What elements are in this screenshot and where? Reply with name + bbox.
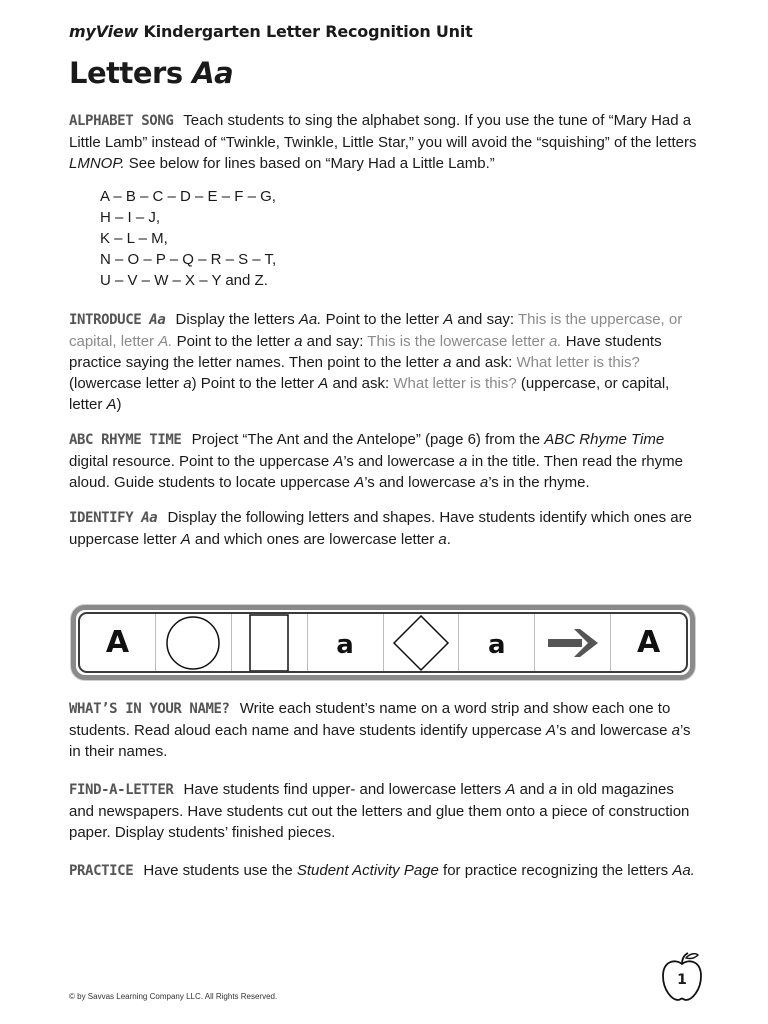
strip-cell-lowercase-a [308, 614, 384, 671]
spoken-text: a. [549, 333, 562, 350]
text: Have students use the [143, 862, 297, 879]
spoken-text: What letter is this? [393, 375, 517, 392]
text: A [505, 781, 516, 798]
text: Point to the letter [321, 311, 444, 328]
text: A [354, 474, 365, 491]
song-lines [100, 186, 699, 291]
text: . [446, 531, 451, 548]
song-line: H – I – J, [100, 209, 161, 226]
text: and [515, 781, 549, 798]
text: a [294, 333, 303, 350]
strip-cell-lowercase-a [459, 614, 535, 671]
section-practice [69, 860, 699, 882]
title-text: Letters [69, 56, 193, 90]
text: ABC Rhyme Time [544, 431, 665, 448]
text: A [443, 311, 454, 328]
letter-uppercase: A [105, 625, 130, 660]
text: Point to the letter [172, 333, 295, 350]
spoken-text: What letter is this? [516, 354, 640, 371]
page-title [69, 56, 699, 90]
text: digital resource. Point to the uppercase [69, 453, 334, 470]
section-introduce [69, 309, 699, 415]
spoken-text: This is the uppercase, or capital, letter [69, 311, 683, 350]
strip-cell-diamond [384, 614, 460, 671]
section-label [69, 312, 165, 328]
text: ) Point to the letter [191, 375, 319, 392]
text: in the title. Then read the rhyme aloud. Guide students to locate uppercase [69, 453, 683, 491]
section-text: Teach students to sing the alphabet song. If you use the tune of “Mary Had a Little Lamb” instead of “Twinkle, Twinkle, Little Star,” you will avoid the “squishing” of the letters [69, 112, 697, 151]
text: (uppercase, or capital, letter [69, 375, 670, 413]
text: a [548, 781, 558, 798]
copyright-footer: © by Savvas Learning Company LLC. All Rights Reserved. [69, 992, 278, 1001]
section-label: FIND-A-LETTER [69, 782, 174, 798]
text: ’s and lowercase [364, 474, 480, 491]
page-content-lower [69, 698, 699, 882]
text: and ask: [328, 375, 394, 392]
text: ’s in their names. [69, 722, 691, 760]
section-whats-in-your-name [69, 698, 699, 762]
strip-cell-uppercase-a [611, 614, 686, 671]
label-letters: Aa [149, 312, 166, 328]
song-line: N – O – P – Q – R – S – T, [100, 251, 277, 268]
label-text: IDENTIFY [69, 510, 134, 526]
text: A [106, 396, 117, 413]
section-alphabet-song [69, 110, 699, 174]
text: Student Activity Page [296, 862, 439, 879]
spoken-text: This is the lowercase letter [367, 333, 550, 350]
label-letters: Aa [141, 510, 158, 526]
song-line: U – V – W – X – Y and Z. [100, 272, 268, 289]
unit-name: Kindergarten Letter Recognition Unit [138, 22, 473, 41]
text: and which ones are lowercase letter [190, 531, 439, 548]
text: Display the following letters and shapes. Have students identify which ones are uppercase letter [69, 509, 692, 548]
spoken-text: A. [158, 333, 173, 350]
text: ’s in the rhyme. [488, 474, 590, 491]
section-text: LMNOP. [69, 155, 125, 172]
strip-cell-uppercase-a [80, 614, 156, 671]
circle-shape [164, 614, 222, 672]
text: ) [116, 396, 122, 413]
text: for practice recognizing the letters [438, 862, 673, 879]
letter-lowercase: a [488, 629, 506, 660]
text: and ask: [451, 354, 517, 371]
section-find-a-letter [69, 779, 699, 843]
page-number-badge [660, 950, 704, 1004]
strip-cell-circle [156, 614, 232, 671]
section-text: See below for lines based on “Mary Had a Little Lamb.” [124, 155, 495, 172]
section-label: WHAT’S IN YOUR NAME? [69, 701, 230, 717]
text: ’s and lowercase [343, 453, 459, 470]
text: A [546, 722, 557, 739]
letter-lowercase: a [336, 629, 354, 660]
text: Have students practice saying the letter names. Then point to the letter [69, 333, 662, 371]
text: Project “The Ant and the Antelope” (page 6) from the [191, 431, 545, 448]
text: A [318, 375, 329, 392]
text: in old magazines and newspapers. Have students cut out the letters and glue them onto a piece of construction paper. Display students’ finished pieces. [69, 781, 690, 841]
text: a [438, 531, 447, 548]
text: A [180, 531, 191, 548]
text: a [458, 453, 468, 470]
strip-cell-rectangle [232, 614, 308, 671]
song-line: A – B – C – D – E – F – G, [100, 188, 276, 205]
text: ’s and lowercase [556, 722, 672, 739]
section-label: PRACTICE [69, 863, 134, 879]
section-label [69, 510, 157, 526]
page-number: 1 [677, 972, 687, 988]
text: a [443, 354, 452, 371]
strip-cells [78, 612, 688, 673]
unit-title [69, 20, 699, 44]
text: A [333, 453, 344, 470]
diamond-shape [392, 614, 450, 672]
text: Have students find upper- and lowercase letters [183, 781, 506, 798]
text: and say: [453, 311, 518, 328]
title-letters: Aa [192, 56, 234, 90]
section-label: ALPHABET SONG [69, 113, 174, 129]
text: and say: [302, 333, 368, 350]
page-content [69, 20, 699, 550]
arrow-right-icon [546, 626, 600, 660]
text: Display the letters [175, 311, 299, 328]
text: a [183, 375, 192, 392]
label-text: INTRODUCE [69, 312, 142, 328]
brand-name: myView [69, 22, 139, 41]
text: (lowercase letter [69, 375, 184, 392]
song-line: K – L – M, [100, 230, 168, 247]
text: Aa. [672, 862, 695, 879]
letter-uppercase: A [636, 625, 661, 660]
section-rhyme-time [69, 429, 699, 493]
rectangle-shape [248, 613, 290, 673]
identify-strip [71, 605, 695, 680]
text: Write each student’s name on a word strip and show each one to students. Read aloud each name and have students identify uppercase [69, 700, 671, 739]
section-identify [69, 507, 699, 550]
text: a [671, 722, 680, 739]
section-label: ABC RHYME TIME [69, 432, 182, 448]
text: a [479, 474, 489, 491]
strip-cell-arrow [535, 614, 611, 671]
text: Aa. [298, 311, 322, 328]
